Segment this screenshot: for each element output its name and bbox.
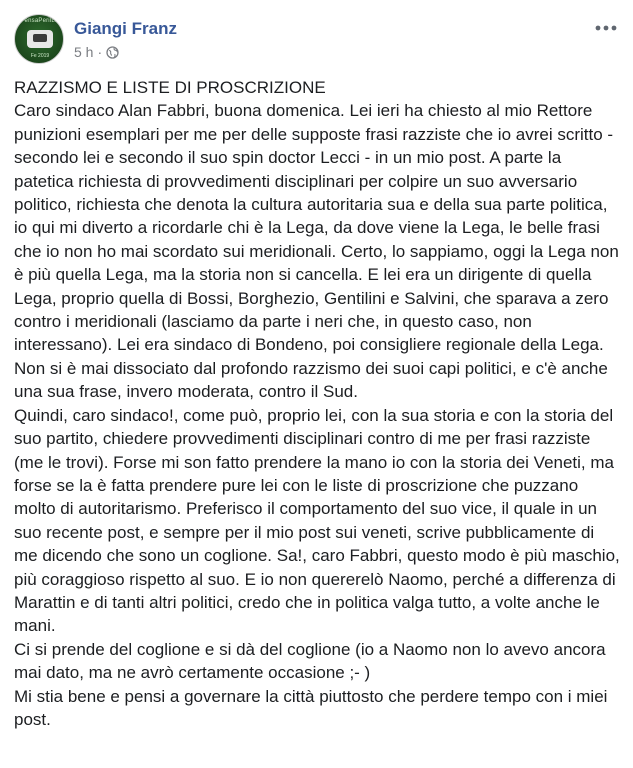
post-paragraph: Mi stia bene e pensi a governare la città piuttosto che perdere tempo con i miei post. [14, 686, 608, 729]
author-name[interactable]: Giangi Franz [74, 19, 177, 38]
avatar-figure [27, 30, 53, 48]
author-avatar[interactable] [14, 14, 64, 64]
avatar-bottom-text: Fe 2019 [30, 53, 50, 59]
post-body [14, 76, 620, 731]
globe-icon[interactable] [106, 46, 119, 59]
post-header [14, 14, 619, 64]
meta-separator: · [97, 44, 103, 60]
post-timestamp[interactable]: 5 h [74, 44, 94, 60]
post-paragraph: Caro sindaco Alan Fabbri, buona domenica. Lei ieri ha chiesto al mio Rettore punizioni esemplari per me per delle supposte frasi razziste che io avrei scritto - secondo lei e secondo il suo spin doctor Lecci - in un mio post. A parte la patetica richiesta di provvedimenti disciplinari per colpire un suo avversario politico, richiesta che denota la cultura autoritaria sua e della sua parte politica, io qui mi diverto a ricordarle chi è la Lega, da dove viene la Lega, le belle frasi che io non ho mai scordato sui meridionali. Certo, lo sappiamo, oggi la Lega non è più quella Lega, ma la storia non si cancella. E lei era un dirigente di quella Lega, proprio quella di Bossi, Borghezio, Gentilini e Salvini, che sparava a zero contro i meridionali (lasciamo da parte i neri che, in questo caso, non interessano). Lei era sindaco di Bondeno, poi consigliere regionale della Lega. Non si è mai dissociato dal profondo razzismo dei suoi capi politici, e c'è anche una sua frase, invero moderata, contro il Sud. [14, 101, 619, 402]
post-meta [74, 44, 119, 60]
avatar-ring-text: #PensaPerilLink [16, 18, 64, 24]
post-title: RAZZISMO E LISTE DI PROSCRIZIONE [14, 78, 326, 97]
post-paragraph: Ci si prende del coglione e si dà del coglione (io a Naomo non lo avevo ancora mai dato, ma ne avrò certamente occasione ;- ) [14, 639, 606, 683]
post-paragraph: Quindi, caro sindaco!, come può, proprio lei, con la sua storia e con la storia del suo partito, chiedere provvedimenti disciplinari contro di me per frasi razziste (me le trovi). Forse mi son fatto prendere la mano io con la storia dei Veneti, ma forse se la è fatta prendere pure lei con le liste di proscrizione che puzzano molto di autoritarismo. Preferisco il comportamento del suo vice, il quale in un suo recente post, e sempre per il mio post sui veneti, scrive pubblicamente di me dicendo che sono un coglione. Sa!, caro Fabbri, questo modo è più maschio, più coraggioso rispetto al suo. E io non quererelò Naomo, perché a differenza di Marattin e di tanti altri politici, credo che in politica valga tutto, a volte anche le mani. [14, 405, 620, 636]
more-options-icon[interactable] [593, 18, 619, 38]
